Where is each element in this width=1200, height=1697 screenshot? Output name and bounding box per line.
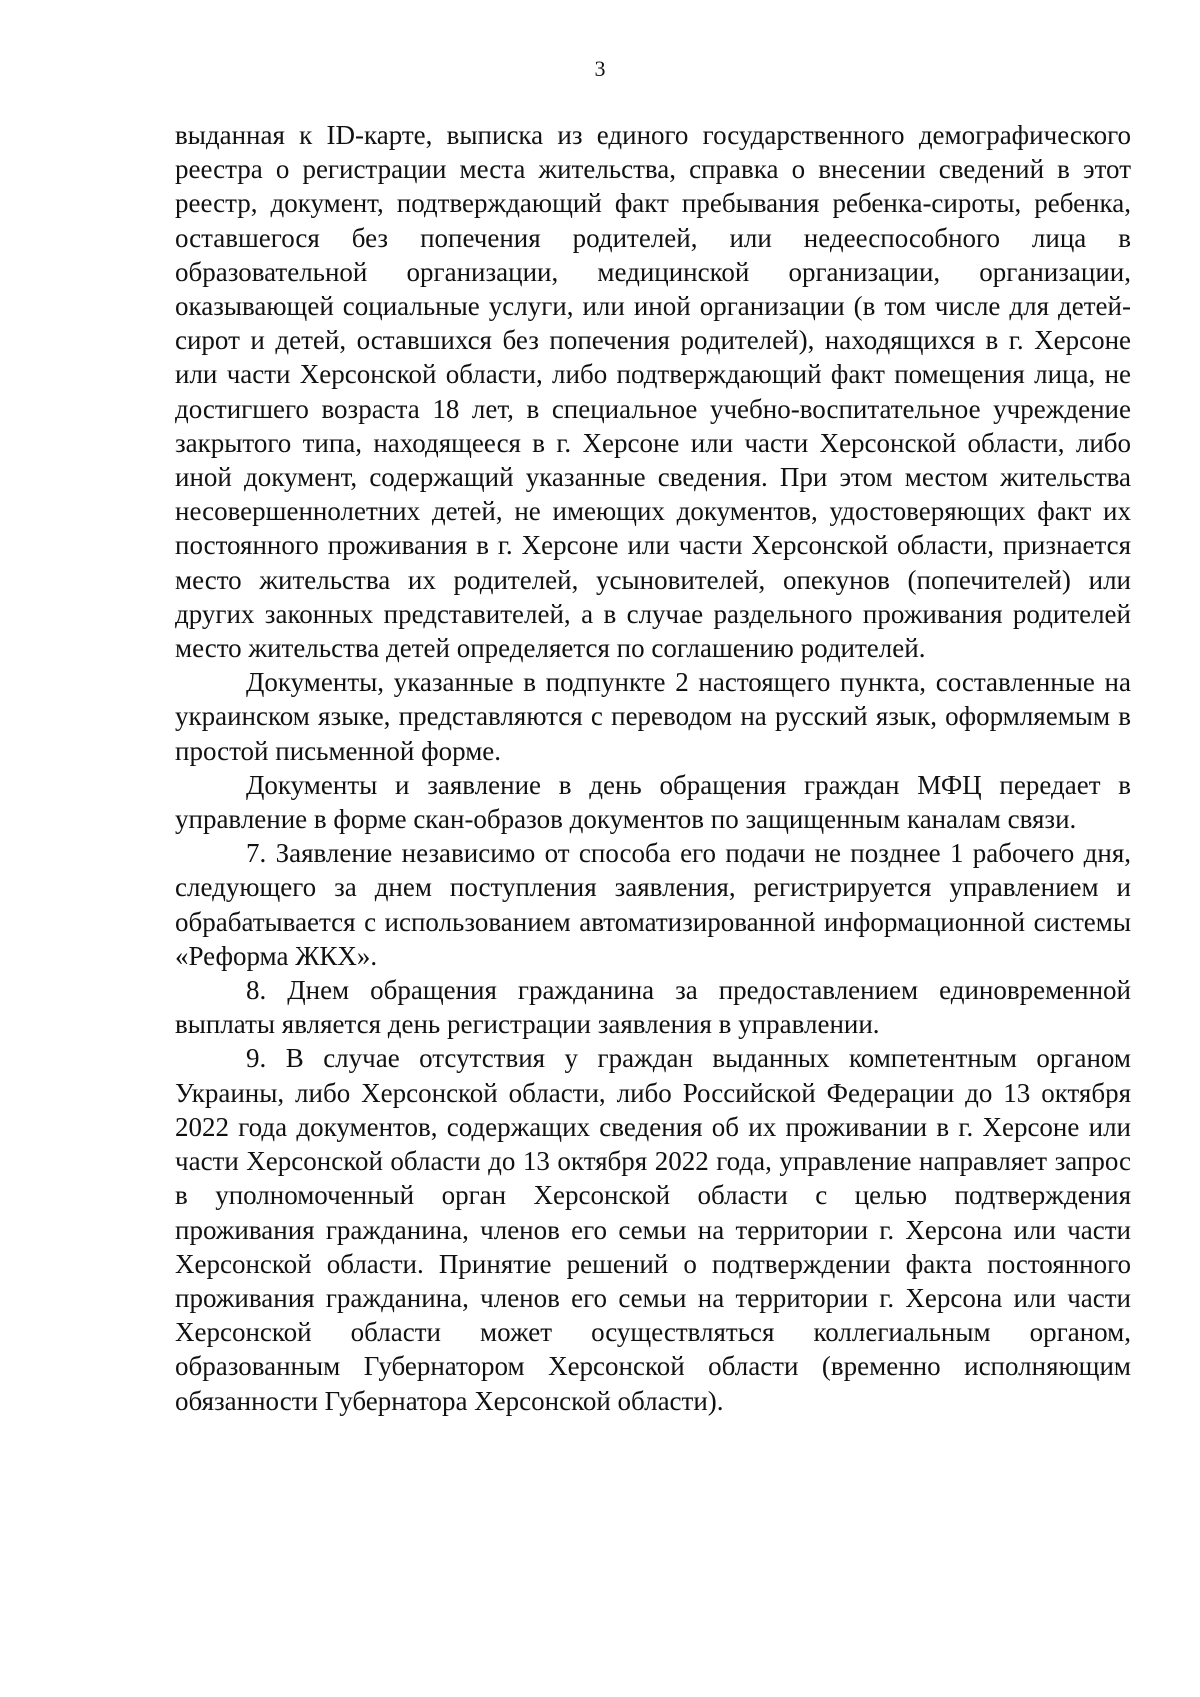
paragraph-item-7: 7. Заявление независимо от способа его подачи не позднее 1 рабочего дня, следующего за днем поступления заявления, регистрируется управлением и обрабатывается с использованием автоматизированной информационной системы «Реформа ЖКХ».	[175, 838, 1131, 971]
page-number: 3	[594, 56, 606, 81]
paragraph-continuation: выданная к ID-карте, выписка из единого государственного демографического реестра о регистрации места жительства, справка о внесении сведений в этот реестр, документ, подтверждающий факт пребывания ребенка-сироты, ребенка, оставшегося без попечения родителей, или недееспособного лица в образовательной организации, медицинской организации, организации, оказывающей социальные услуги, или иной организации (в том числе для детей-сирот и детей, оставшихся без попечения родителей), находящихся в г. Херсоне или части Херсонской области, либо подтверждающий факт помещения лица, не достигшего возраста 18 лет, в специальное учебно-воспитательное учреждение закрытого типа, находящееся в г. Херсоне или части Херсонской области, либо иной документ, содержащий указанные сведения. При этом местом жительства несовершеннолетних детей, не имеющих документов, удостоверяющих факт их постоянного проживания в г. Херсоне или части Херсонской области, признается место жительства их родителей, усыновителей, опекунов (попечителей) или других законных представителей, а в случае раздельного проживания родителей место жительства детей определяется по соглашению родителей.	[175, 120, 1131, 664]
paragraph-item-8: 8. Днем обращения гражданина за предоставлением единовременной выплаты является день регистрации заявления в управлении.	[175, 975, 1131, 1040]
paragraph-mfc-transfer: Документы и заявление в день обращения граждан МФЦ передает в управление в форме скан-образов документов по защищенным каналам связи.	[175, 769, 1131, 835]
document-body	[175, 118, 1131, 1418]
paragraph-translation-requirement: Документы, указанные в подпункте 2 настоящего пункта, составленные на украинском языке, представляются с переводом на русский язык, оформляемым в простой письменной форме.	[175, 667, 1131, 766]
paragraph-item-9: 9. В случае отсутствия у граждан выданных компетентным органом Украины, либо Херсонской области, либо Российской Федерации до 13 октября 2022 года документов, содержащих сведения об их проживании в г. Херсоне или части Херсонской области до 13 октября 2022 года, управление направляет запрос в уполномоченный орган Херсонской области с целью подтверждения проживания гражданина, членов его семьи на территории г. Херсона или части Херсонской области. Принятие решений о подтверждении факта постоянного проживания гражданина, членов его семьи на территории г. Херсона или части Херсонской области может осуществляться коллегиальным органом, образованным Губернатором Херсонской области (временно исполняющим обязанности Губернатора Херсонской области).	[175, 1043, 1131, 1416]
